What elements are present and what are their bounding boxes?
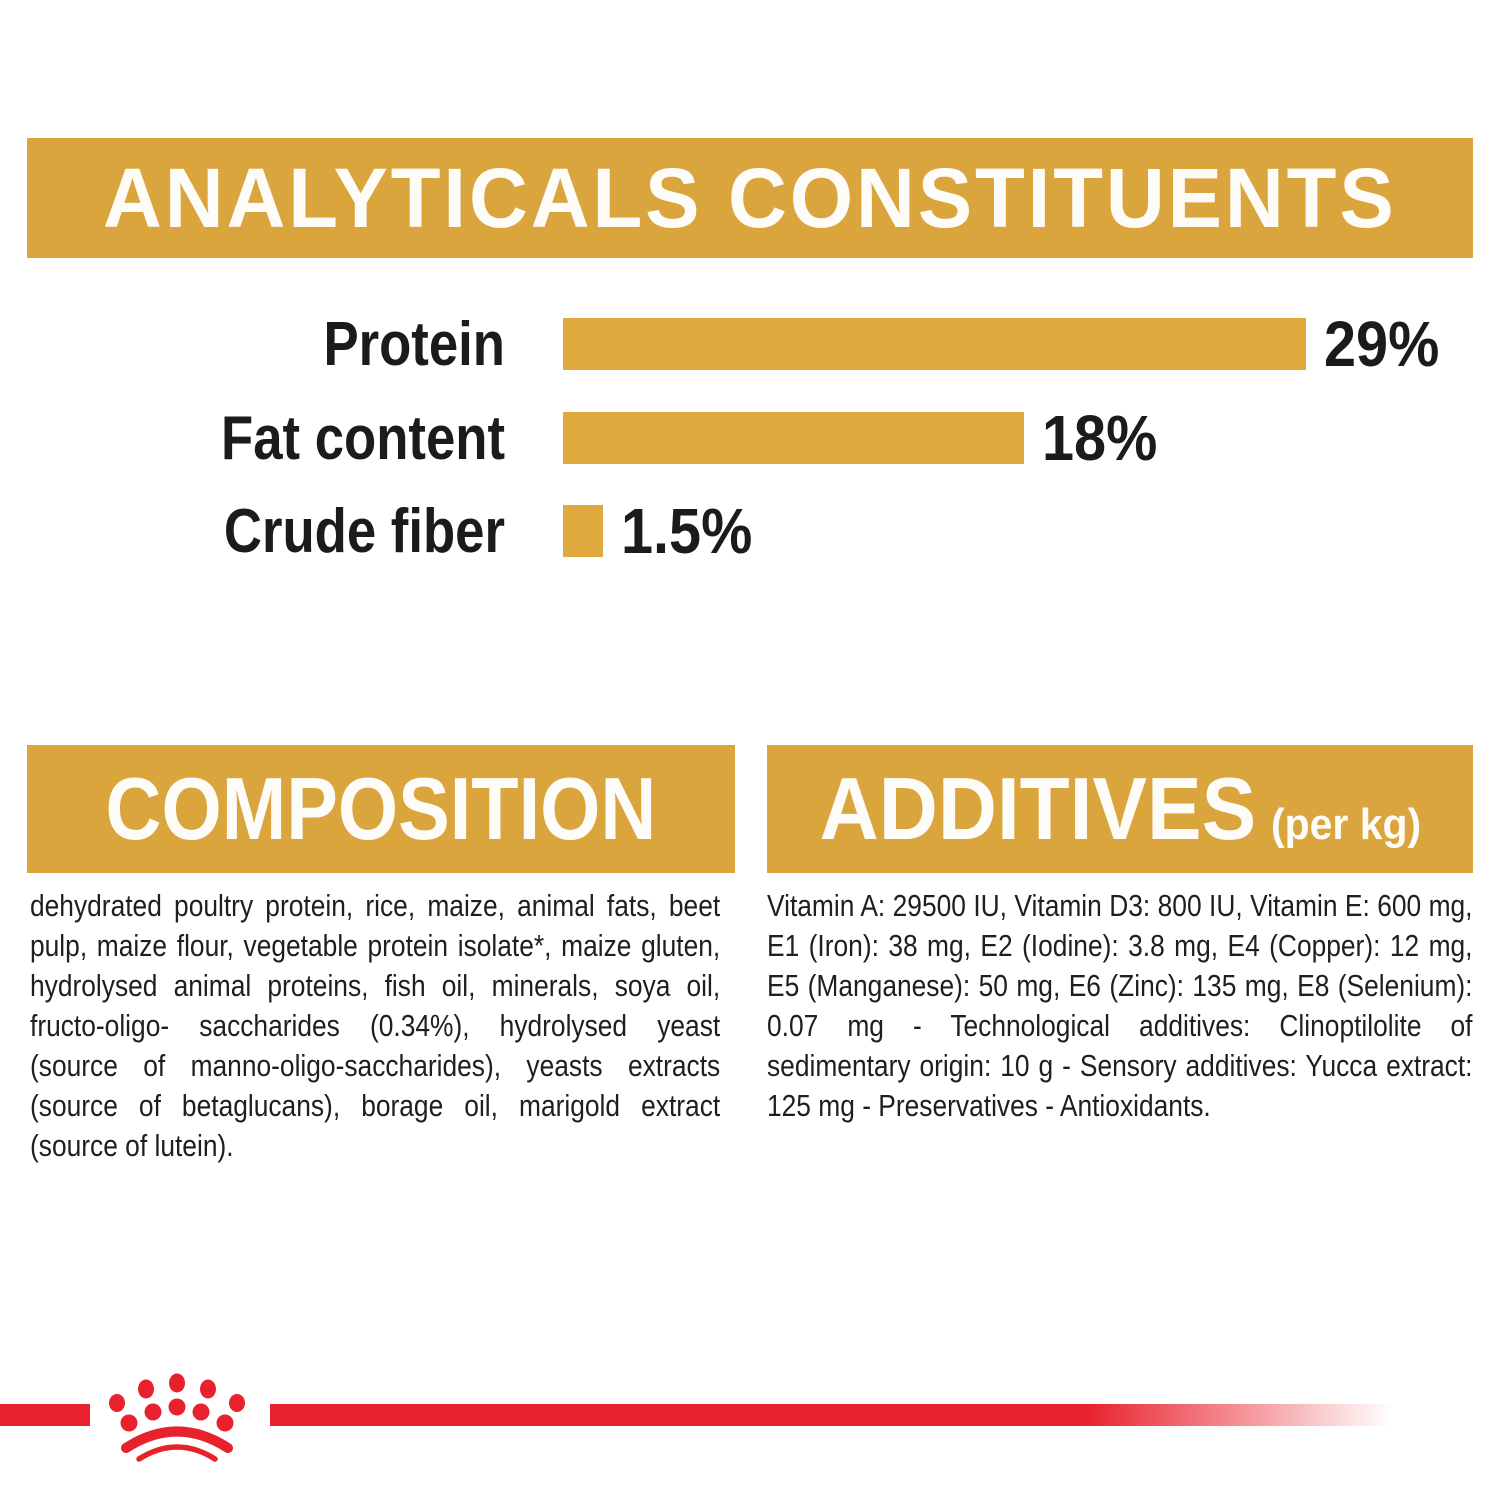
chart-category-label: Crude fiber xyxy=(223,496,505,566)
chart-row-fat-content xyxy=(0,402,1500,474)
brand-logo-box xyxy=(90,1352,270,1474)
composition-title: COMPOSITION xyxy=(105,759,657,858)
chart-value-label: 18% xyxy=(1042,402,1158,474)
additives-header-banner xyxy=(767,745,1473,873)
chart-bar xyxy=(563,505,603,557)
constituents-bar-chart xyxy=(0,0,1500,700)
chart-bar xyxy=(563,412,1024,464)
chart-row-crude-fiber xyxy=(0,495,1500,567)
composition-text: dehydrated poultry protein, rice, maize, animal fats, beet pulp, maize flour, vegetable protein isolate*, maize gluten, hydrolysed animal proteins, fish oil, minerals, soya oil, fructo-oligo- saccharides (0.34%), hydrolysed yeast (source of manno-oligo-saccharides), yeasts extracts (source of betaglucans), borage oil, marigold extract (source of lutein). xyxy=(30,888,721,1163)
chart-value-label: 1.5% xyxy=(621,495,753,567)
analyticals-title: ANALYTICALS CONSTITUENTS xyxy=(103,150,1397,245)
composition-header-banner xyxy=(27,745,735,873)
chart-bar xyxy=(563,318,1306,370)
crown-paw-icon xyxy=(91,1352,269,1474)
chart-category-label: Fat content xyxy=(221,403,506,473)
additives-text: Vitamin A: 29500 IU, Vitamin D3: 800 IU, Vitamin E: 600 mg, E1 (Iron): 38 mg, E2 (Iodine): 3.8 mg, E4 (Copper): 12 mg, E5 (Manganese): 50 mg, E6 (Zinc): 135 mg, E8 (Selenium): 0.07 mg - Technological additives: Clinoptilolite of sedimentary origin: 10 g - Sensory additives: Yucca extract: 125 mg - Preservatives - Antioxidants. xyxy=(767,888,1473,1123)
additives-title: ADDITIVES xyxy=(819,759,1256,858)
additives-title-suffix: (per kg) xyxy=(1270,800,1421,849)
additives-title-wrap xyxy=(819,758,1420,860)
chart-category-label: Protein xyxy=(323,309,505,379)
chart-value-label: 29% xyxy=(1324,308,1440,380)
chart-row-protein xyxy=(0,308,1500,380)
